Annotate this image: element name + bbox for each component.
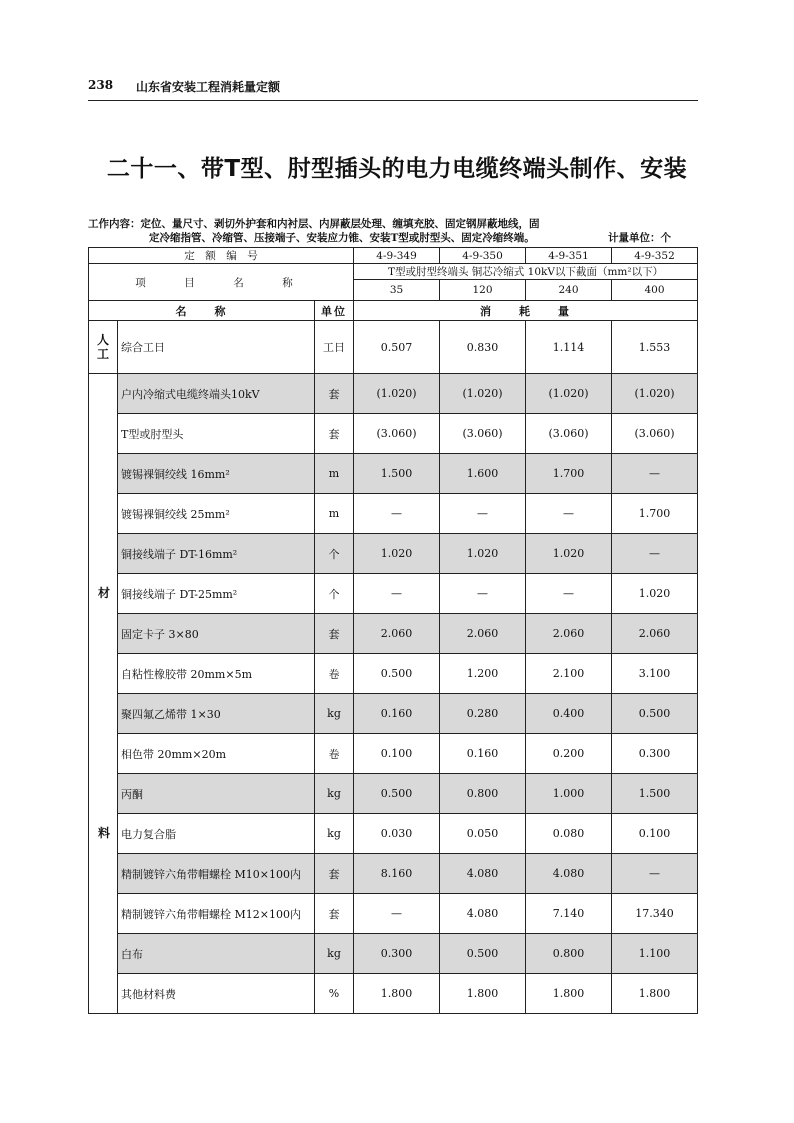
material-value: 7.140 <box>526 894 612 934</box>
material-name: 聚四氟乙烯带 1×30 <box>118 694 315 734</box>
material-row <box>89 854 698 894</box>
material-value: 0.800 <box>440 774 526 814</box>
material-value: — <box>440 494 526 534</box>
material-value: 1.020 <box>612 574 698 614</box>
material-value: (3.060) <box>440 414 526 454</box>
material-value: 1.200 <box>440 654 526 694</box>
material-value: 1.500 <box>354 454 440 494</box>
material-value: — <box>612 454 698 494</box>
material-value: 0.500 <box>612 694 698 734</box>
col-name-header: 名 称 <box>89 301 315 321</box>
col-unit-header: 单位 <box>315 301 354 321</box>
material-name: 电力复合脂 <box>118 814 315 854</box>
material-value: 1.800 <box>526 974 612 1014</box>
material-value: 1.100 <box>612 934 698 974</box>
material-value: 0.160 <box>354 694 440 734</box>
material-name: 铜接线端子 DT-16mm² <box>118 534 315 574</box>
material-value: 0.080 <box>526 814 612 854</box>
material-category <box>89 374 118 1014</box>
material-value: — <box>612 854 698 894</box>
material-value: 1.020 <box>526 534 612 574</box>
material-value: — <box>354 574 440 614</box>
material-value: 0.050 <box>440 814 526 854</box>
material-unit: 套 <box>315 374 354 414</box>
material-value: 0.100 <box>612 814 698 854</box>
material-unit: kg <box>315 814 354 854</box>
page-header <box>88 72 698 101</box>
cable-size: 35 <box>354 280 440 301</box>
material-value: 2.100 <box>526 654 612 694</box>
material-row <box>89 494 698 534</box>
material-name: 铜接线端子 DT-25mm² <box>118 574 315 614</box>
material-value: 0.030 <box>354 814 440 854</box>
material-value: 0.400 <box>526 694 612 734</box>
material-name: 白布 <box>118 934 315 974</box>
quota-code-row <box>89 248 698 264</box>
material-value: — <box>440 574 526 614</box>
measurement-unit: 计量单位：个 <box>608 232 671 244</box>
material-value: 1.800 <box>612 974 698 1014</box>
labor-name: 综合工日 <box>118 321 315 374</box>
material-value: 1.500 <box>612 774 698 814</box>
material-name: 镀锡裸铜绞线 16mm² <box>118 454 315 494</box>
material-unit: 卷 <box>315 654 354 694</box>
material-value: 1.600 <box>440 454 526 494</box>
material-value: 8.160 <box>354 854 440 894</box>
material-value: — <box>612 534 698 574</box>
cable-size: 240 <box>526 280 612 301</box>
material-row <box>89 374 698 414</box>
material-name: 相色带 20mm×20m <box>118 734 315 774</box>
material-value: 1.800 <box>440 974 526 1014</box>
labor-value: 1.553 <box>612 321 698 374</box>
material-value: — <box>354 894 440 934</box>
material-name: 丙酮 <box>118 774 315 814</box>
material-value: 0.500 <box>354 774 440 814</box>
material-value: (1.020) <box>440 374 526 414</box>
labor-value: 0.507 <box>354 321 440 374</box>
material-row <box>89 814 698 854</box>
material-row <box>89 574 698 614</box>
material-value: 2.060 <box>354 614 440 654</box>
material-value: 0.500 <box>354 654 440 694</box>
material-value: (3.060) <box>526 414 612 454</box>
quota-table <box>88 247 698 1014</box>
material-value: 0.280 <box>440 694 526 734</box>
material-unit: kg <box>315 934 354 974</box>
section-title: 二十一、带T型、肘型插头的电力电缆终端头制作、安装 <box>106 156 688 182</box>
material-value: — <box>354 494 440 534</box>
material-value: 1.020 <box>354 534 440 574</box>
material-value: (3.060) <box>612 414 698 454</box>
material-value: 1.000 <box>526 774 612 814</box>
material-unit: kg <box>315 774 354 814</box>
material-value: 2.060 <box>526 614 612 654</box>
labor-row <box>89 321 698 374</box>
material-value: 3.100 <box>612 654 698 694</box>
material-name: 其他材料费 <box>118 974 315 1014</box>
material-value: 0.300 <box>354 934 440 974</box>
material-value: 0.200 <box>526 734 612 774</box>
work-content <box>88 217 700 245</box>
material-value: (3.060) <box>354 414 440 454</box>
book-title: 山东省安装工程消耗量定额 <box>136 80 281 94</box>
material-value: 0.100 <box>354 734 440 774</box>
material-value: 4.080 <box>440 854 526 894</box>
material-row <box>89 934 698 974</box>
material-name: 固定卡子 3×80 <box>118 614 315 654</box>
work-content-line2: 定冷缩指管、冷缩管、压接端子、安装应力锥、安装T型或肘型头、固定冷缩终端。 <box>149 232 535 244</box>
labor-value: 0.830 <box>440 321 526 374</box>
material-unit: 套 <box>315 614 354 654</box>
material-row <box>89 894 698 934</box>
material-unit: 套 <box>315 414 354 454</box>
material-row <box>89 534 698 574</box>
material-value: 17.340 <box>612 894 698 934</box>
spec-row <box>89 264 698 280</box>
material-value: 4.080 <box>440 894 526 934</box>
material-unit: 个 <box>315 574 354 614</box>
material-row <box>89 774 698 814</box>
material-name: 自粘性橡胶带 20mm×5m <box>118 654 315 694</box>
material-row <box>89 454 698 494</box>
material-value: 0.300 <box>612 734 698 774</box>
quota-code-label: 定 额 编 号 <box>89 248 354 264</box>
spec-title: T型或肘型终端头 铜芯冷缩式 10kV以下截面（mm²以下） <box>354 264 698 280</box>
col-consumption-header: 消 耗 量 <box>354 301 698 321</box>
material-row <box>89 654 698 694</box>
material-value: 1.700 <box>526 454 612 494</box>
quota-code: 4-9-350 <box>440 248 526 264</box>
material-value: 1.020 <box>440 534 526 574</box>
material-value: 4.080 <box>526 854 612 894</box>
material-row <box>89 414 698 454</box>
material-value: 0.160 <box>440 734 526 774</box>
quota-code: 4-9-349 <box>354 248 440 264</box>
material-value: (1.020) <box>526 374 612 414</box>
material-category-char-1: 材 <box>98 586 111 600</box>
material-unit: 个 <box>315 534 354 574</box>
material-name: T型或肘型头 <box>118 414 315 454</box>
material-name: 精制镀锌六角带帽螺栓 M10×100内 <box>118 854 315 894</box>
material-row <box>89 974 698 1014</box>
labor-category <box>89 321 118 374</box>
material-row <box>89 734 698 774</box>
material-value: 0.800 <box>526 934 612 974</box>
material-name: 精制镀锌六角带帽螺栓 M12×100内 <box>118 894 315 934</box>
material-value: 1.800 <box>354 974 440 1014</box>
material-unit: 套 <box>315 854 354 894</box>
material-row <box>89 614 698 654</box>
material-value: (1.020) <box>612 374 698 414</box>
column-header-row <box>89 301 698 321</box>
material-unit: 套 <box>315 894 354 934</box>
material-row <box>89 694 698 734</box>
material-value: (1.020) <box>354 374 440 414</box>
material-name: 户内冷缩式电缆终端头10kV <box>118 374 315 414</box>
material-unit: m <box>315 454 354 494</box>
quota-code: 4-9-352 <box>612 248 698 264</box>
labor-category-label: 人工 <box>97 333 110 361</box>
material-value: — <box>526 574 612 614</box>
material-value: 2.060 <box>612 614 698 654</box>
material-unit: kg <box>315 694 354 734</box>
material-category-char-2: 料 <box>98 826 111 840</box>
material-value: 2.060 <box>440 614 526 654</box>
labor-unit: 工日 <box>315 321 354 374</box>
material-name: 镀锡裸铜绞线 25mm² <box>118 494 315 534</box>
labor-value: 1.114 <box>526 321 612 374</box>
cable-size: 400 <box>612 280 698 301</box>
work-content-line1: 工作内容：定位、量尺寸、剥切外护套和内衬层、内屏蔽层处理、缠填充胶、固定钢屏蔽地线，固 <box>88 218 540 230</box>
material-value: — <box>526 494 612 534</box>
material-value: 0.500 <box>440 934 526 974</box>
material-unit: % <box>315 974 354 1014</box>
page-number: 238 <box>88 78 114 92</box>
quota-code: 4-9-351 <box>526 248 612 264</box>
material-value: 1.700 <box>612 494 698 534</box>
material-unit: m <box>315 494 354 534</box>
work-content-line2-row <box>88 231 700 245</box>
cable-size: 120 <box>440 280 526 301</box>
item-name-label: 项 目 名 称 <box>89 264 354 301</box>
material-unit: 卷 <box>315 734 354 774</box>
